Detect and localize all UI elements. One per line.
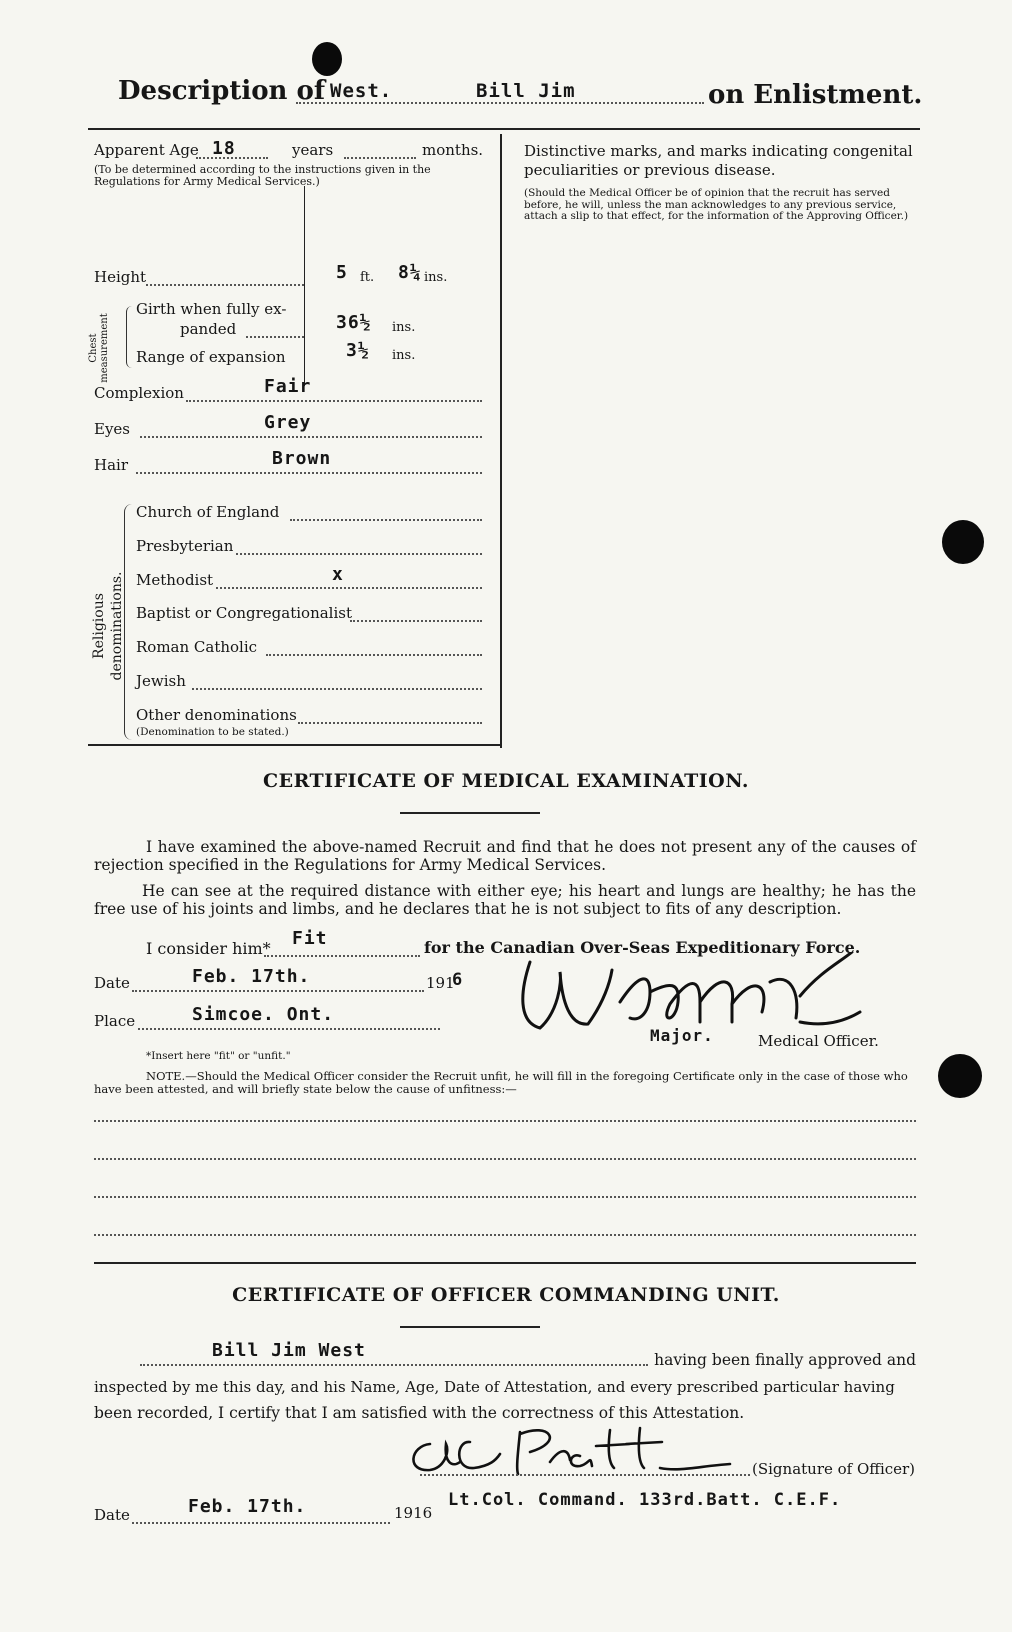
unfitness-line-4 bbox=[94, 1234, 916, 1236]
marks-note: (Should the Medical Officer be of opinion that the recruit has served before, he will, unless the man acknowledges to any previous service, attach a slip to that effect, for the information of the Approving Officer.) bbox=[524, 187, 909, 222]
commanding-date-label: Date bbox=[94, 1506, 130, 1524]
religion-other: Other denominations bbox=[136, 706, 297, 724]
medical-date-label: Date bbox=[94, 974, 130, 992]
height-ft-value: 5 bbox=[336, 262, 348, 283]
girth-unit: ins. bbox=[392, 320, 416, 335]
months-label: months. bbox=[422, 141, 484, 159]
place-label: Place bbox=[94, 1012, 136, 1030]
age-note: (To be determined according to the instructions given in the Regulations for Army Medical Services.) bbox=[94, 163, 431, 188]
section-rule bbox=[88, 744, 500, 746]
chest-measurement-side-label: Chest measurement bbox=[88, 313, 110, 383]
commanding-officer-rank: Lt.Col. Command. 133rd.Batt. C.E.F. bbox=[448, 1490, 842, 1510]
medical-certificate-title: CERTIFICATE OF MEDICAL EXAMINATION. bbox=[262, 770, 749, 792]
range-value: 3½ bbox=[346, 340, 370, 361]
religion-methodist: Methodist bbox=[136, 571, 214, 589]
medical-officer-rank: Major. bbox=[650, 1026, 714, 1045]
ins-label: ins. bbox=[424, 270, 448, 285]
commanding-line1-suffix: having been finally approved and bbox=[654, 1351, 916, 1369]
years-label: years bbox=[292, 141, 334, 159]
girth-value: 36½ bbox=[336, 312, 372, 333]
medical-officer-label: Medical Officer. bbox=[758, 1032, 879, 1050]
girth-label-line2: panded bbox=[180, 320, 237, 338]
medical-para-2: He can see at the required distance with either eye; his heart and lungs are healthy; he has the free use of his joints and limbs, and he declares that he is not subject to fits of any description. bbox=[94, 882, 916, 918]
column-divider bbox=[500, 134, 502, 748]
religion-methodist-mark: x bbox=[332, 564, 344, 585]
header-surname: West. bbox=[330, 80, 393, 102]
unfitness-line-3 bbox=[94, 1196, 916, 1198]
medical-section-rule bbox=[94, 1262, 916, 1264]
height-label: Height bbox=[94, 268, 147, 286]
religion-baptist: Baptist or Congregationalist bbox=[136, 604, 352, 622]
commanding-line3: been recorded, I certify that I am satisfied with the correctness of this Attestation. bbox=[94, 1404, 745, 1422]
complexion-value: Fair bbox=[264, 376, 312, 397]
religion-roman-catholic: Roman Catholic bbox=[136, 638, 258, 656]
eyes-value: Grey bbox=[264, 412, 312, 433]
complexion-label: Complexion bbox=[94, 384, 184, 402]
force-label: for the Canadian Over-Seas Expeditionary Force. bbox=[424, 938, 861, 957]
apparent-age-label: Apparent Age bbox=[94, 141, 199, 159]
unfitness-line-1 bbox=[94, 1120, 916, 1122]
ft-label: ft. bbox=[360, 270, 375, 285]
inner-divider bbox=[304, 186, 305, 386]
hair-label: Hair bbox=[94, 456, 128, 474]
medical-year-prefix: 191 bbox=[426, 974, 455, 992]
unfitness-line-2 bbox=[94, 1158, 916, 1160]
commanding-name-value: Bill Jim West bbox=[212, 1340, 366, 1361]
insert-note: *Insert here "fit" or "unfit." bbox=[146, 1050, 291, 1062]
header-suffix: on Enlistment. bbox=[708, 80, 923, 110]
religion-church-of-england: Church of England bbox=[136, 503, 280, 521]
range-label: Range of expansion bbox=[136, 348, 286, 366]
eyes-label: Eyes bbox=[94, 420, 130, 438]
commanding-line2: inspected by me this day, and his Name, Age, Date of Attestation, and every prescribed particular having bbox=[94, 1378, 895, 1396]
commanding-year: 1916 bbox=[394, 1504, 433, 1522]
religious-denominations-side-label: Religious denominations. bbox=[91, 571, 125, 681]
unfitness-note: NOTE.—Should the Medical Officer consider the Recruit unfit, he will fill in the foregoing Certificate only in the case of those who have been attested, and will briefly state below the cause of unfitness:— bbox=[94, 1069, 908, 1096]
punch-hole-right-lower bbox=[938, 1054, 982, 1098]
commanding-officer-signature bbox=[400, 1422, 740, 1480]
punch-hole-right-upper bbox=[942, 520, 984, 564]
religion-presbyterian: Presbyterian bbox=[136, 537, 234, 555]
consider-value: Fit bbox=[292, 928, 328, 949]
commanding-date-value: Feb. 17th. bbox=[188, 1496, 307, 1517]
medical-year-suffix: 6 bbox=[452, 970, 464, 990]
girth-label-line1: Girth when fully ex- bbox=[136, 300, 287, 318]
header-given-names: Bill Jim bbox=[476, 80, 576, 102]
medical-para-1: I have examined the above-named Recruit and find that he does not present any of the causes of rejection specified in the Regulations for Army Medical Services. bbox=[94, 838, 916, 874]
apparent-age-value: 18 bbox=[212, 138, 236, 159]
religion-jewish: Jewish bbox=[136, 672, 186, 690]
denomination-note: (Denomination to be stated.) bbox=[136, 726, 289, 738]
marks-heading: Distinctive marks, and marks indicating congenital peculiarities or previous disease. bbox=[524, 142, 913, 179]
header-prefix: Description of bbox=[118, 76, 326, 106]
place-value: Simcoe. Ont. bbox=[192, 1004, 335, 1025]
range-unit: ins. bbox=[392, 348, 416, 363]
height-in-value: 8¼ bbox=[398, 262, 422, 283]
punch-hole-top bbox=[312, 42, 342, 76]
commanding-certificate-title: CERTIFICATE OF OFFICER COMMANDING UNIT. bbox=[232, 1284, 780, 1306]
header-rule bbox=[88, 128, 920, 130]
hair-value: Brown bbox=[272, 448, 332, 469]
consider-label: I consider him* bbox=[146, 939, 271, 958]
medical-date-value: Feb. 17th. bbox=[192, 966, 311, 987]
signature-of-officer-label: (Signature of Officer) bbox=[752, 1460, 916, 1478]
